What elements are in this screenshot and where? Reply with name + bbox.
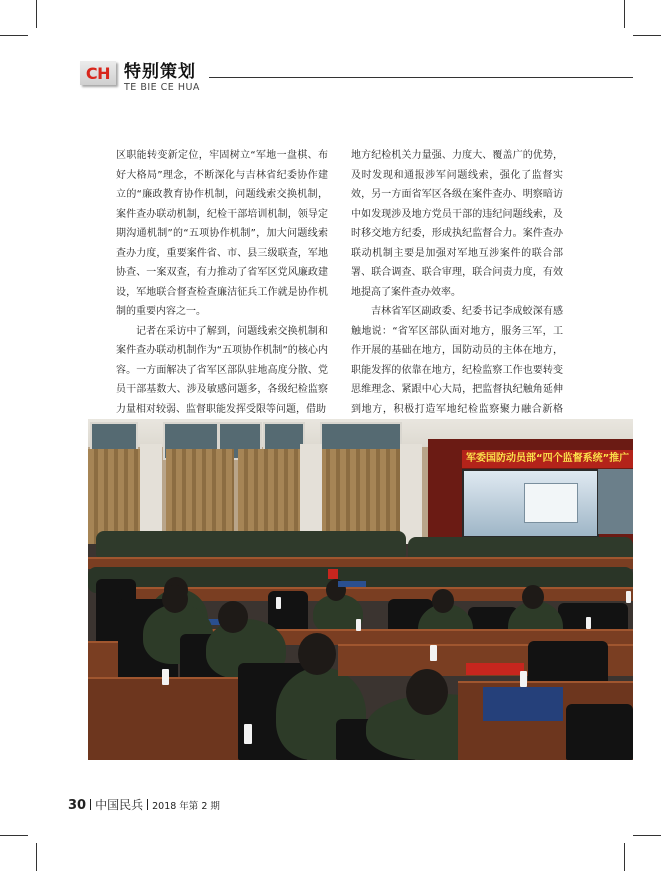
section-title: 特别策划 — [124, 62, 196, 82]
folder — [338, 581, 366, 587]
footer-divider — [90, 799, 91, 810]
curtain — [88, 449, 140, 544]
nameplate — [328, 569, 338, 579]
water-bottle — [626, 591, 631, 603]
attendee-head — [406, 669, 448, 715]
article-paragraph-text: 吉林省军区副政委、纪委书记李成蛟深有感触地说：“省军区部队面对地方，服务三军，工作开展的基础在地方，国防动员的主体在地方，职能发挥的依靠在地方，纪检监察工作也要转变思维理念、紧跟中心大局，把监督执纪触角延伸到地方，积极打造军地纪检监察聚力融合新格 — [351, 306, 563, 415]
crop-mark — [0, 835, 28, 836]
chair — [566, 704, 633, 760]
page-number: 30 — [68, 798, 87, 813]
water-bottle — [356, 619, 361, 631]
projection-screen — [462, 469, 599, 538]
crop-mark — [624, 843, 625, 871]
attendee-head — [522, 585, 544, 609]
water-bottle — [520, 671, 527, 687]
curtain — [320, 449, 400, 544]
header-rule — [209, 77, 633, 78]
attendee-head — [432, 589, 454, 613]
nameplate — [466, 663, 524, 675]
section-badge — [80, 61, 116, 85]
page-footer — [68, 796, 220, 813]
folder — [483, 687, 563, 721]
water-bottle — [276, 597, 281, 609]
article-column-right — [351, 146, 563, 439]
attendee-head — [298, 633, 336, 675]
attendee-head — [162, 585, 188, 613]
footer-divider — [147, 799, 148, 810]
article-column-left — [116, 146, 328, 419]
magazine-name: 中国民兵 — [95, 798, 144, 812]
article-paragraph: 地方纪检机关力量强、力度大、覆盖广的优势，及时发现和通报涉军问题线索，强化了监督实效，另一方面省军区各级在案件查办、明察暗访中如发现涉及地方党员干部的违纪问题线索，及时移交地方纪委，形成执纪监督合力。案件查办联动机制主要是加强对军地互涉案件的联合部署、联合调查、联合审理，联合问责力度，有效地提高了案件查办效率。 — [351, 150, 563, 298]
crop-mark — [633, 835, 661, 836]
section-badge-text: CH — [85, 63, 111, 83]
crop-mark — [36, 0, 37, 28]
side-screen — [598, 469, 633, 534]
stage-banner: 军委国防动员部“四个监督系统”推广 — [462, 450, 633, 468]
crop-mark — [624, 0, 625, 28]
crop-mark — [36, 843, 37, 871]
screen-slide — [524, 483, 578, 523]
crop-mark — [633, 35, 661, 36]
curtain — [166, 449, 234, 544]
section-pinyin: TE BIE CE HUA — [124, 82, 200, 93]
meeting-photo — [88, 419, 633, 760]
curtain — [238, 449, 308, 544]
article-paragraph: 记者在采访中了解到，问题线索交换机制和案件查办联动机制作为“五项协作机制”的核心内容。一方面解决了省军区部队驻地高度分散、党员干部基数大、涉及敏感问题多，各级纪检监察力量相对较弱、监督职能发挥受限等问题，借助 — [116, 325, 328, 415]
water-bottle — [586, 617, 591, 629]
water-bottle — [244, 724, 252, 744]
attendee-head — [218, 601, 248, 633]
article-paragraph: 区职能转变新定位，牢固树立“军地一盘棋、布好大格局”理念，不断深化与吉林省纪委协作建立的“廉政教育协作机制，问题线索交换机制，案件查办联动机制，纪检干部培训机制，领导定期沟通机制”的“五项协作机制”，加大问题线索查办力度，重要案件省、市、县三级联查，军地协查、一案双查，有力推动了省军区党风廉政建设，军地联合督查检查廉洁征兵工作就是协作机制的重要内容之一。 — [116, 150, 328, 317]
water-bottle — [430, 645, 437, 661]
crop-mark — [0, 35, 28, 36]
water-bottle — [162, 669, 169, 685]
issue-label: 2018 年第 2 期 — [152, 801, 220, 812]
